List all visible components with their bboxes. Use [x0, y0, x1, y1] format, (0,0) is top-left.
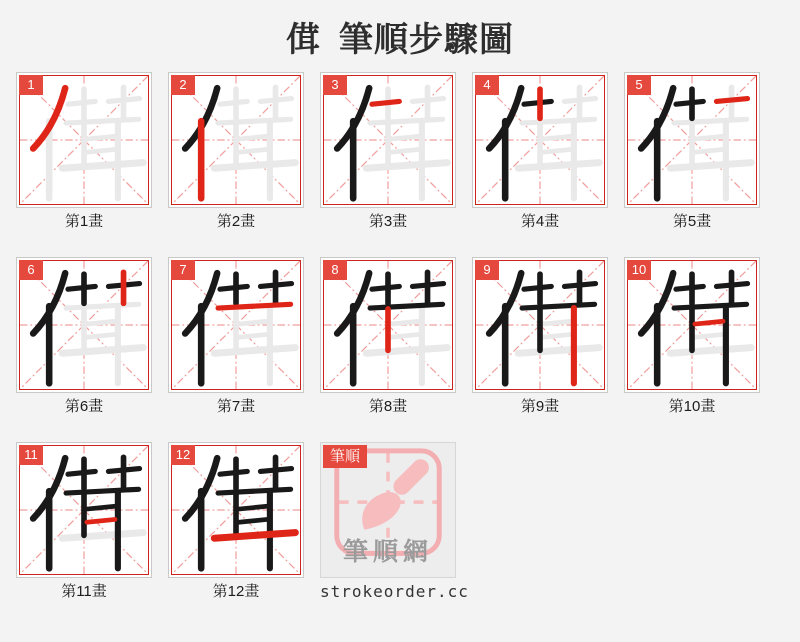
- stroke-caption: 第11畫: [61, 583, 107, 600]
- stroke-step-card: [16, 72, 152, 233]
- stroke-caption: 第9畫: [520, 398, 560, 415]
- stroke-step-card: [168, 257, 304, 418]
- stroke-step-card: [472, 72, 608, 233]
- stroke-number-badge: 6: [19, 260, 43, 280]
- stroke-diagram: [472, 72, 608, 208]
- stroke-order-canvas: [20, 261, 148, 389]
- stroke-number-badge: 9: [475, 260, 499, 280]
- stroke-diagram: [16, 72, 152, 208]
- stroke-diagram: [16, 442, 152, 578]
- stroke-number-badge: 1: [19, 75, 43, 95]
- title-text: 筆順步驟圖: [339, 20, 514, 59]
- logo-badge: 筆順: [323, 445, 367, 468]
- stroke-order-canvas: [324, 76, 452, 204]
- stroke-grid: [0, 72, 800, 603]
- stroke-order-canvas: [172, 76, 300, 204]
- stroke-diagram: [16, 257, 152, 393]
- stroke-order-canvas: [628, 76, 756, 204]
- stroke-caption: 第12畫: [212, 583, 260, 600]
- stroke-caption: 第4畫: [520, 213, 560, 230]
- stroke-number-badge: 12: [171, 445, 195, 465]
- stroke-diagram: [624, 257, 760, 393]
- stroke-number-badge: 11: [19, 445, 43, 465]
- stroke-order-canvas: [324, 261, 452, 389]
- stroke-caption: 第1畫: [64, 213, 104, 230]
- stroke-order-canvas: [20, 446, 148, 574]
- stroke-order-canvas: [172, 261, 300, 389]
- title-character: 傇: [286, 20, 321, 59]
- stroke-order-canvas: [628, 261, 756, 389]
- site-url-label[interactable]: strokeorder.cc: [320, 582, 469, 601]
- stroke-diagram: [472, 257, 608, 393]
- stroke-step-card: [624, 257, 760, 418]
- stroke-diagram: [168, 442, 304, 578]
- stroke-caption: 第10畫: [668, 398, 716, 415]
- page-header: [0, 0, 800, 72]
- stroke-caption: 第8畫: [368, 398, 408, 415]
- stroke-order-canvas: [20, 76, 148, 204]
- stroke-diagram: [168, 72, 304, 208]
- stroke-number-badge: 7: [171, 260, 195, 280]
- stroke-step-card: [320, 257, 456, 418]
- stroke-number-badge: 10: [627, 260, 651, 280]
- stroke-diagram: [624, 72, 760, 208]
- stroke-number-badge: 2: [171, 75, 195, 95]
- stroke-number-badge: 4: [475, 75, 499, 95]
- stroke-order-canvas: [476, 76, 604, 204]
- stroke-step-card: [472, 257, 608, 418]
- stroke-step-card: [168, 442, 304, 603]
- stroke-step-card: [624, 72, 760, 233]
- stroke-caption: 第3畫: [368, 213, 408, 230]
- stroke-number-badge: 5: [627, 75, 651, 95]
- stroke-diagram: [320, 257, 456, 393]
- logo-site-name: 筆順網: [342, 538, 433, 566]
- logo-card: [320, 442, 469, 603]
- stroke-order-canvas: [476, 261, 604, 389]
- stroke-step-card: [320, 72, 456, 233]
- stroke-diagram: [168, 257, 304, 393]
- stroke-step-card: [16, 257, 152, 418]
- stroke-number-badge: 3: [323, 75, 347, 95]
- stroke-step-card: [168, 72, 304, 233]
- stroke-diagram: [320, 72, 456, 208]
- stroke-caption: 第6畫: [64, 398, 104, 415]
- stroke-number-badge: 8: [323, 260, 347, 280]
- stroke-caption: 第5畫: [672, 213, 712, 230]
- stroke-order-canvas: [172, 446, 300, 574]
- stroke-caption: 第2畫: [216, 213, 256, 230]
- logo-box: [320, 442, 456, 578]
- page-title: [286, 12, 514, 61]
- stroke-step-card: [16, 442, 152, 603]
- stroke-caption: 第7畫: [216, 398, 256, 415]
